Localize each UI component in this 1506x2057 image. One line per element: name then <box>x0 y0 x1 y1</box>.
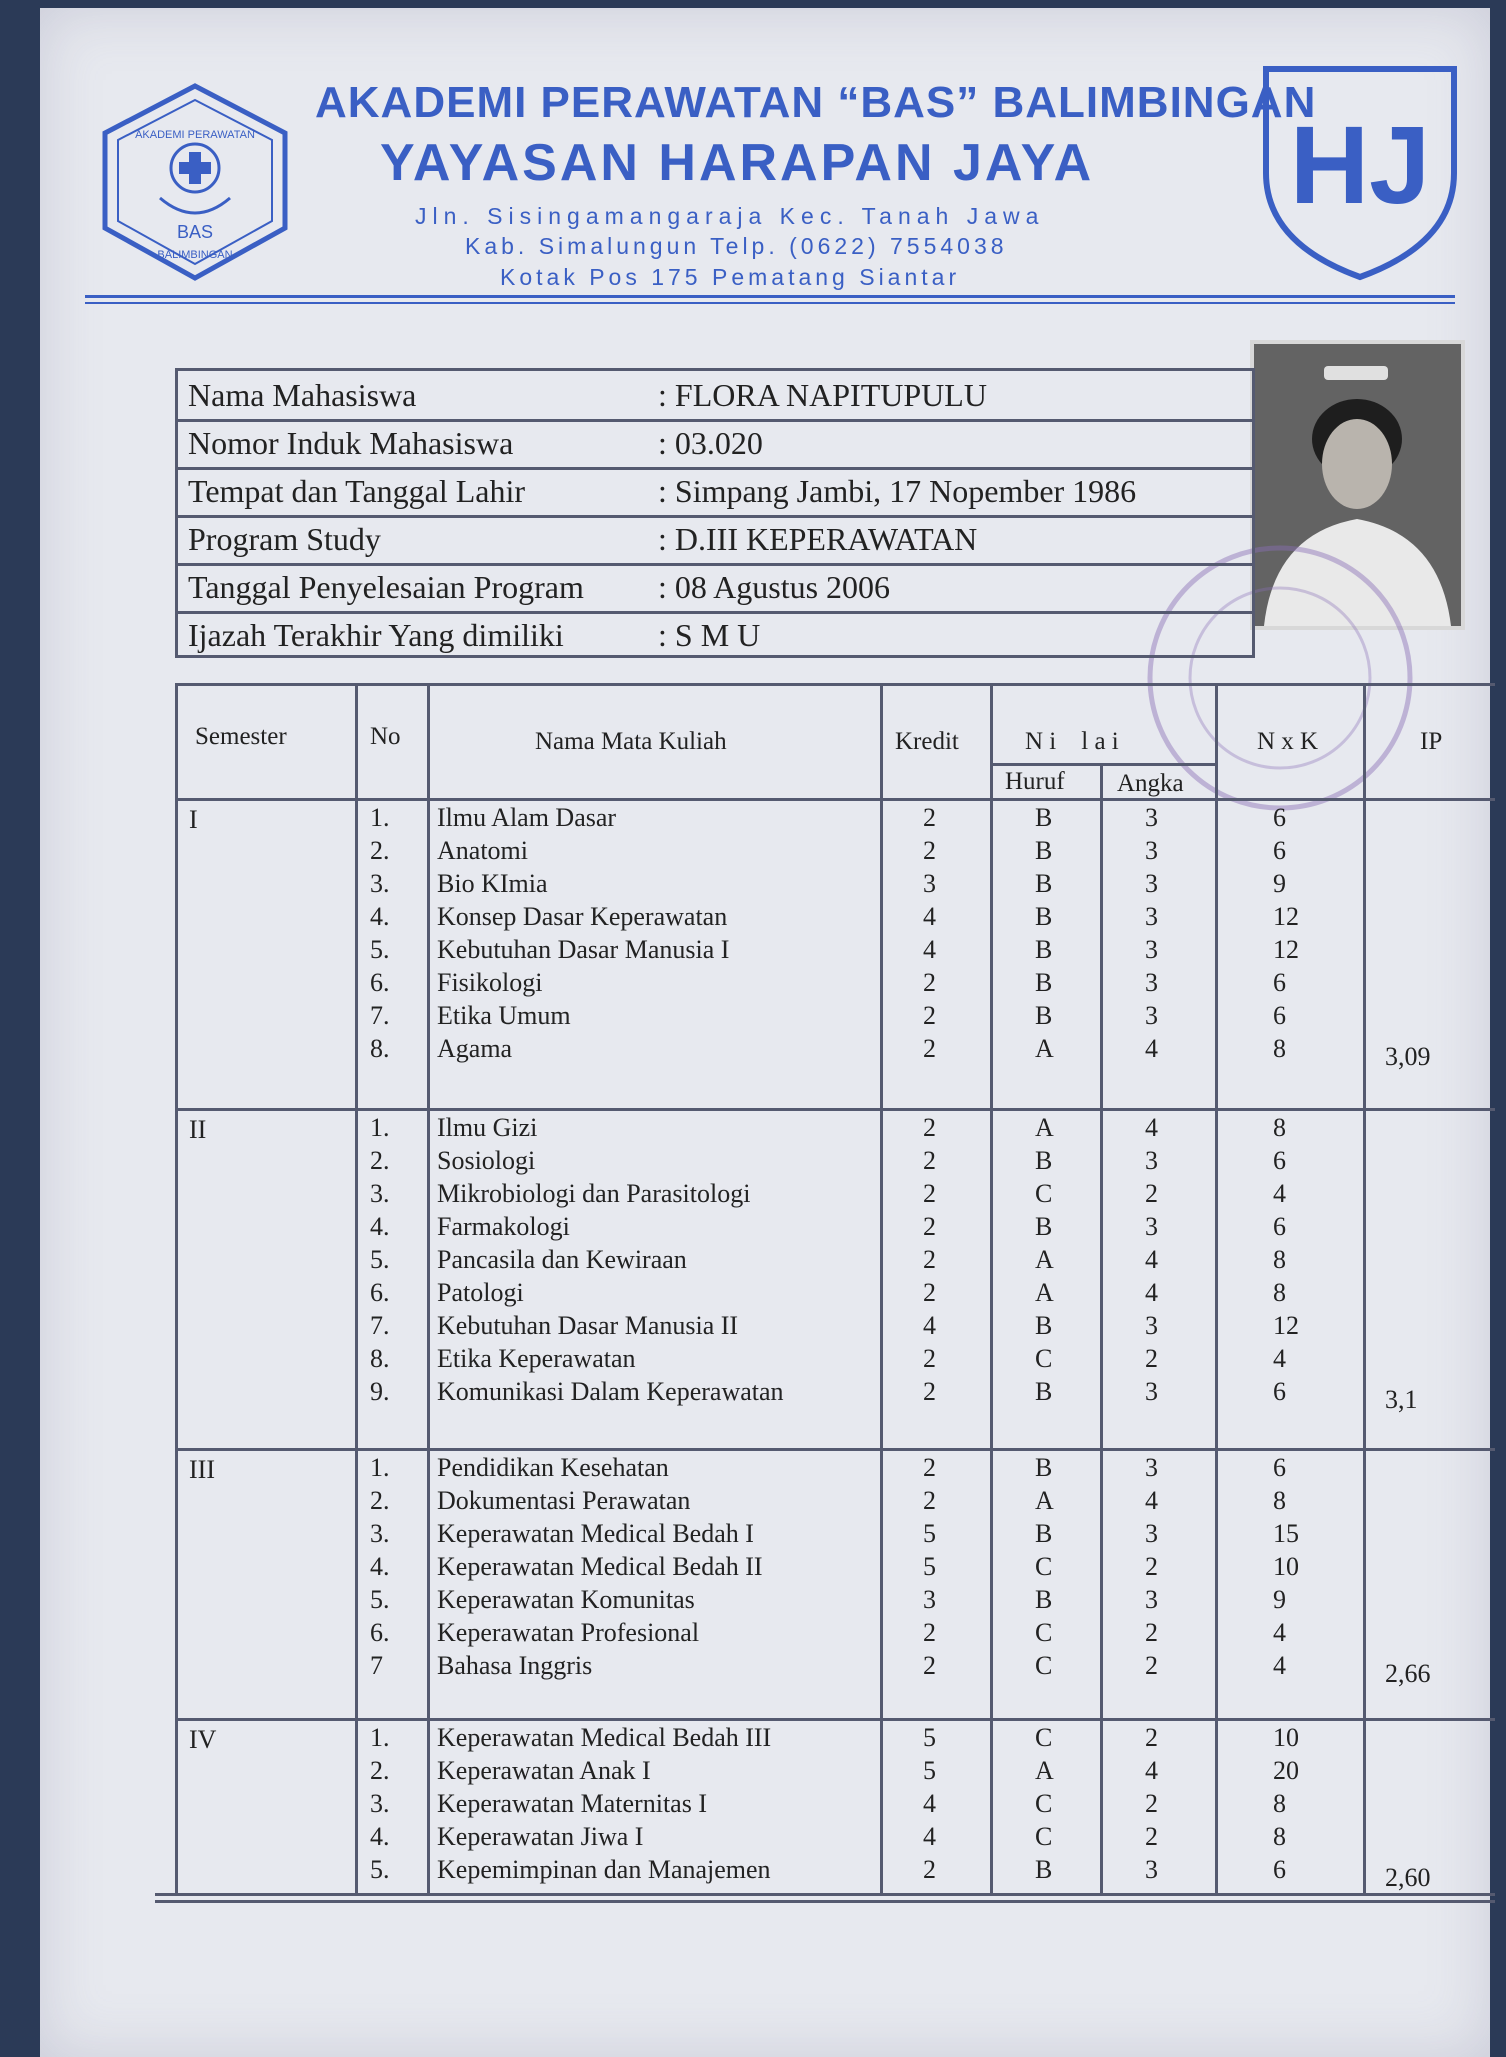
course-number: 4. <box>370 1822 390 1851</box>
course-nxk: 20 <box>1273 1756 1299 1785</box>
course-nxk: 8 <box>1273 1278 1286 1307</box>
course-letter-grade: C <box>1035 1789 1053 1818</box>
course-name: Keperawatan Maternitas I <box>437 1789 707 1818</box>
course-nxk: 12 <box>1273 935 1299 964</box>
course-credit: 4 <box>923 1822 936 1851</box>
course-letter-grade: A <box>1035 1245 1054 1274</box>
course-numeric-grade: 4 <box>1145 1756 1158 1785</box>
course-number: 7. <box>370 1311 390 1340</box>
student-info <box>175 368 1255 658</box>
course-name: Bio KImia <box>437 869 548 898</box>
address-line-2: Kab. Simalungun Telp. (0622) 7554038 <box>465 233 1008 259</box>
course-number: 1. <box>370 1113 390 1142</box>
info-value: : S M U <box>658 617 761 653</box>
course-name: Etika Keperawatan <box>437 1344 636 1373</box>
course-name: Keperawatan Medical Bedah III <box>437 1723 772 1752</box>
course-numeric-grade: 2 <box>1145 1552 1158 1581</box>
course-name: Fisikologi <box>437 968 543 997</box>
course-name: Keperawatan Anak I <box>437 1756 651 1785</box>
course-nxk: 6 <box>1273 1212 1286 1241</box>
course-numeric-grade: 3 <box>1145 1585 1158 1614</box>
course-numeric-grade: 4 <box>1145 1034 1158 1063</box>
info-value: : Simpang Jambi, 17 Nopember 1986 <box>658 473 1137 509</box>
course-name: Agama <box>437 1034 513 1063</box>
foundation-name: YAYASAN HARAPAN JAYA <box>380 134 1095 192</box>
course-numeric-grade: 3 <box>1145 935 1158 964</box>
course-nxk: 8 <box>1273 1113 1286 1142</box>
course-credit: 2 <box>923 1113 936 1142</box>
course-nxk: 10 <box>1273 1552 1299 1581</box>
column-divider <box>355 683 358 1893</box>
course-numeric-grade: 3 <box>1145 968 1158 997</box>
course-name: Kebutuhan Dasar Manusia II <box>437 1311 739 1340</box>
course-number: 6. <box>370 968 390 997</box>
course-letter-grade: B <box>1035 1453 1053 1482</box>
logo-left-bas: BAS <box>176 222 214 242</box>
table-border <box>175 683 178 1893</box>
course-number: 5. <box>370 1245 390 1274</box>
header-nxk: N x K <box>1257 728 1319 755</box>
course-credit: 2 <box>923 1344 936 1373</box>
course-number: 7. <box>370 1001 390 1030</box>
info-label: Tanggal Penyelesaian Program <box>188 569 584 605</box>
course-letter-grade: A <box>1035 1278 1054 1307</box>
course-letter-grade: C <box>1035 1651 1053 1680</box>
semester-ip: 2,60 <box>1385 1863 1431 1892</box>
course-nxk: 12 <box>1273 1311 1299 1340</box>
grades-table <box>175 683 1495 1903</box>
course-credit: 2 <box>923 1855 936 1884</box>
course-numeric-grade: 4 <box>1145 1278 1158 1307</box>
course-credit: 5 <box>923 1519 936 1548</box>
academy-logo <box>90 78 300 288</box>
info-label: Tempat dan Tanggal Lahir <box>188 473 526 509</box>
header-ip: IP <box>1420 728 1443 755</box>
header-divider <box>175 798 1495 801</box>
course-letter-grade: B <box>1035 1311 1053 1340</box>
course-numeric-grade: 2 <box>1145 1344 1158 1373</box>
course-credit: 2 <box>923 1278 936 1307</box>
header-huruf: Huruf <box>1005 768 1065 795</box>
course-letter-grade: B <box>1035 1855 1053 1884</box>
course-letter-grade: B <box>1035 803 1053 832</box>
course-numeric-grade: 3 <box>1145 1453 1158 1482</box>
course-numeric-grade: 3 <box>1145 902 1158 931</box>
course-credit: 2 <box>923 1179 936 1208</box>
letterhead-rule-bottom <box>85 302 1455 304</box>
header-angka: Angka <box>1117 770 1184 797</box>
course-number: 6. <box>370 1278 390 1307</box>
course-numeric-grade: 2 <box>1145 1651 1158 1680</box>
header-kredit: Kredit <box>895 728 959 755</box>
course-name: Keperawatan Profesional <box>437 1618 700 1647</box>
logo-right-monogram: HJ <box>1289 104 1431 227</box>
course-nxk: 6 <box>1273 968 1286 997</box>
course-number: 4. <box>370 1552 390 1581</box>
course-number: 5. <box>370 1585 390 1614</box>
course-numeric-grade: 3 <box>1145 1519 1158 1548</box>
info-row <box>178 563 1252 614</box>
course-credit: 5 <box>923 1723 936 1752</box>
course-name: Patologi <box>437 1278 524 1307</box>
course-letter-grade: C <box>1035 1179 1053 1208</box>
course-nxk: 8 <box>1273 1034 1286 1063</box>
course-number: 6. <box>370 1618 390 1647</box>
table-border <box>155 1900 1495 1903</box>
course-nxk: 6 <box>1273 1453 1286 1482</box>
course-name: Mikrobiologi dan Parasitologi <box>437 1179 751 1208</box>
course-letter-grade: C <box>1035 1618 1053 1647</box>
course-nxk: 15 <box>1273 1519 1299 1548</box>
course-nxk: 8 <box>1273 1822 1286 1851</box>
course-numeric-grade: 4 <box>1145 1486 1158 1515</box>
semester-label: II <box>189 1115 207 1144</box>
course-nxk: 6 <box>1273 1377 1286 1406</box>
course-letter-grade: B <box>1035 1146 1053 1175</box>
table-border <box>175 683 1495 686</box>
course-number: 1. <box>370 1723 390 1752</box>
course-letter-grade: B <box>1035 1585 1053 1614</box>
course-name: Keperawatan Medical Bedah I <box>437 1519 754 1548</box>
logo-left-place: BALIMBINGAN <box>157 249 233 261</box>
course-numeric-grade: 2 <box>1145 1723 1158 1752</box>
semester-ip: 3,09 <box>1385 1042 1431 1071</box>
course-name: Keperawatan Komunitas <box>437 1585 695 1614</box>
info-label: Ijazah Terakhir Yang dimiliki <box>188 617 564 653</box>
course-numeric-grade: 4 <box>1145 1113 1158 1142</box>
course-number: 3. <box>370 869 390 898</box>
course-credit: 3 <box>923 1585 936 1614</box>
course-number: 2. <box>370 1756 390 1785</box>
course-credit: 2 <box>923 1486 936 1515</box>
column-divider <box>880 683 883 1893</box>
info-label: Nama Mahasiswa <box>188 377 417 413</box>
course-nxk: 4 <box>1273 1344 1286 1373</box>
course-nxk: 10 <box>1273 1723 1299 1752</box>
header-no: No <box>370 723 401 750</box>
course-name: Keperawatan Medical Bedah II <box>437 1552 763 1581</box>
info-label: Nomor Induk Mahasiswa <box>188 425 514 461</box>
course-letter-grade: A <box>1035 1034 1054 1063</box>
semester-ip: 3,1 <box>1385 1385 1418 1414</box>
course-name: Konsep Dasar Keperawatan <box>437 902 728 931</box>
course-nxk: 9 <box>1273 869 1286 898</box>
course-nxk: 8 <box>1273 1789 1286 1818</box>
info-value: : D.III KEPERAWATAN <box>658 521 978 557</box>
nilai-divider <box>990 763 1215 766</box>
institution-name: AKADEMI PERAWATAN “BAS” BALIMBINGAN <box>315 78 1317 127</box>
foundation-logo <box>1260 63 1460 283</box>
course-number: 3. <box>370 1519 390 1548</box>
course-name: Ilmu Alam Dasar <box>437 803 617 832</box>
course-credit: 5 <box>923 1756 936 1785</box>
course-number: 4. <box>370 902 390 931</box>
letterhead <box>40 8 1490 308</box>
course-letter-grade: C <box>1035 1822 1053 1851</box>
course-numeric-grade: 3 <box>1145 1855 1158 1884</box>
course-name: Farmakologi <box>437 1212 570 1241</box>
address-line-3: Kotak Pos 175 Pematang Siantar <box>500 264 961 290</box>
column-divider <box>1100 763 1103 1893</box>
course-credit: 2 <box>923 1377 936 1406</box>
course-credit: 2 <box>923 968 936 997</box>
course-nxk: 4 <box>1273 1618 1286 1647</box>
course-numeric-grade: 3 <box>1145 1001 1158 1030</box>
course-number: 3. <box>370 1179 390 1208</box>
course-number: 5. <box>370 935 390 964</box>
course-nxk: 6 <box>1273 1146 1286 1175</box>
semester-label: I <box>189 805 198 834</box>
course-numeric-grade: 2 <box>1145 1789 1158 1818</box>
header-course: Nama Mata Kuliah <box>535 728 727 755</box>
info-row <box>178 419 1252 470</box>
column-divider <box>427 683 430 1893</box>
info-row <box>178 515 1252 566</box>
table-border <box>155 1893 1495 1896</box>
course-credit: 4 <box>923 902 936 931</box>
course-credit: 4 <box>923 1789 936 1818</box>
course-name: Pendidikan Kesehatan <box>437 1453 669 1482</box>
course-credit: 5 <box>923 1552 936 1581</box>
course-letter-grade: B <box>1035 1377 1053 1406</box>
course-letter-grade: B <box>1035 935 1053 964</box>
course-number: 9. <box>370 1377 390 1406</box>
course-name: Anatomi <box>437 836 528 865</box>
info-row <box>178 467 1252 518</box>
info-value: : FLORA NAPITUPULU <box>658 377 987 413</box>
column-divider <box>1215 683 1218 1893</box>
course-credit: 4 <box>923 935 936 964</box>
course-nxk: 6 <box>1273 1855 1286 1884</box>
course-number: 1. <box>370 803 390 832</box>
course-credit: 2 <box>923 1651 936 1680</box>
course-letter-grade: B <box>1035 1212 1053 1241</box>
course-nxk: 9 <box>1273 1585 1286 1614</box>
course-credit: 2 <box>923 1453 936 1482</box>
info-row <box>178 611 1252 659</box>
transcript-paper <box>40 8 1490 2057</box>
course-number: 2. <box>370 1486 390 1515</box>
course-numeric-grade: 3 <box>1145 1212 1158 1241</box>
course-numeric-grade: 3 <box>1145 869 1158 898</box>
course-letter-grade: A <box>1035 1113 1054 1142</box>
course-number: 8. <box>370 1344 390 1373</box>
course-letter-grade: B <box>1035 836 1053 865</box>
course-credit: 2 <box>923 1212 936 1241</box>
course-numeric-grade: 2 <box>1145 1822 1158 1851</box>
semester-label: IV <box>189 1725 217 1754</box>
course-nxk: 4 <box>1273 1179 1286 1208</box>
course-letter-grade: B <box>1035 869 1053 898</box>
course-name: Keperawatan Jiwa I <box>437 1822 644 1851</box>
course-nxk: 8 <box>1273 1245 1286 1274</box>
course-nxk: 6 <box>1273 1001 1286 1030</box>
letterhead-rule-top <box>85 295 1455 298</box>
course-name: Pancasila dan Kewiraan <box>437 1245 687 1274</box>
course-name: Sosiologi <box>437 1146 536 1175</box>
column-divider <box>1363 683 1366 1893</box>
course-letter-grade: A <box>1035 1486 1054 1515</box>
course-credit: 4 <box>923 1311 936 1340</box>
course-name: Etika Umum <box>437 1001 571 1030</box>
course-numeric-grade: 3 <box>1145 803 1158 832</box>
course-credit: 2 <box>923 1245 936 1274</box>
info-value: : 03.020 <box>658 425 763 461</box>
course-nxk: 6 <box>1273 803 1286 832</box>
course-nxk: 8 <box>1273 1486 1286 1515</box>
course-letter-grade: C <box>1035 1344 1053 1373</box>
info-value: : 08 Agustus 2006 <box>658 569 891 605</box>
course-name: Dokumentasi Perawatan <box>437 1486 691 1515</box>
course-credit: 2 <box>923 1034 936 1063</box>
header-semester: Semester <box>195 723 287 750</box>
course-credit: 2 <box>923 1001 936 1030</box>
course-nxk: 4 <box>1273 1651 1286 1680</box>
course-name: Kebutuhan Dasar Manusia I <box>437 935 730 964</box>
course-number: 2. <box>370 836 390 865</box>
course-numeric-grade: 3 <box>1145 836 1158 865</box>
logo-left-arc: AKADEMI PERAWATAN <box>135 129 255 141</box>
course-numeric-grade: 2 <box>1145 1618 1158 1647</box>
course-letter-grade: A <box>1035 1756 1054 1785</box>
course-number: 5. <box>370 1855 390 1884</box>
semester-ip: 2,66 <box>1385 1659 1431 1688</box>
course-letter-grade: C <box>1035 1723 1053 1752</box>
course-number: 4. <box>370 1212 390 1241</box>
header-nilai: N i l a i <box>1025 728 1119 755</box>
course-numeric-grade: 4 <box>1145 1245 1158 1274</box>
course-number: 2. <box>370 1146 390 1175</box>
course-nxk: 6 <box>1273 836 1286 865</box>
course-name: Komunikasi Dalam Keperawatan <box>437 1377 784 1406</box>
column-divider <box>990 683 993 1893</box>
course-numeric-grade: 3 <box>1145 1146 1158 1175</box>
course-letter-grade: B <box>1035 1519 1053 1548</box>
address-line-1: Jln. Sisingamangaraja Kec. Tanah Jawa <box>415 203 1045 229</box>
info-row <box>178 371 1252 422</box>
course-number: 1. <box>370 1453 390 1482</box>
course-numeric-grade: 3 <box>1145 1377 1158 1406</box>
course-letter-grade: C <box>1035 1552 1053 1581</box>
info-label: Program Study <box>188 521 381 557</box>
course-credit: 3 <box>923 869 936 898</box>
course-credit: 2 <box>923 1618 936 1647</box>
course-name: Bahasa Inggris <box>437 1651 593 1680</box>
semester-divider <box>175 1448 1495 1451</box>
course-nxk: 12 <box>1273 902 1299 931</box>
course-number: 3. <box>370 1789 390 1818</box>
course-letter-grade: B <box>1035 968 1053 997</box>
course-number: 7 <box>370 1651 383 1680</box>
semester-divider <box>175 1718 1495 1721</box>
course-name: Kepemimpinan dan Manajemen <box>437 1855 771 1884</box>
course-number: 8. <box>370 1034 390 1063</box>
course-letter-grade: B <box>1035 902 1053 931</box>
course-letter-grade: B <box>1035 1001 1053 1030</box>
semester-divider <box>175 1108 1495 1111</box>
course-numeric-grade: 3 <box>1145 1311 1158 1340</box>
course-numeric-grade: 2 <box>1145 1179 1158 1208</box>
course-credit: 2 <box>923 1146 936 1175</box>
course-credit: 2 <box>923 836 936 865</box>
course-credit: 2 <box>923 803 936 832</box>
semester-label: III <box>189 1455 215 1484</box>
course-name: Ilmu Gizi <box>437 1113 538 1142</box>
